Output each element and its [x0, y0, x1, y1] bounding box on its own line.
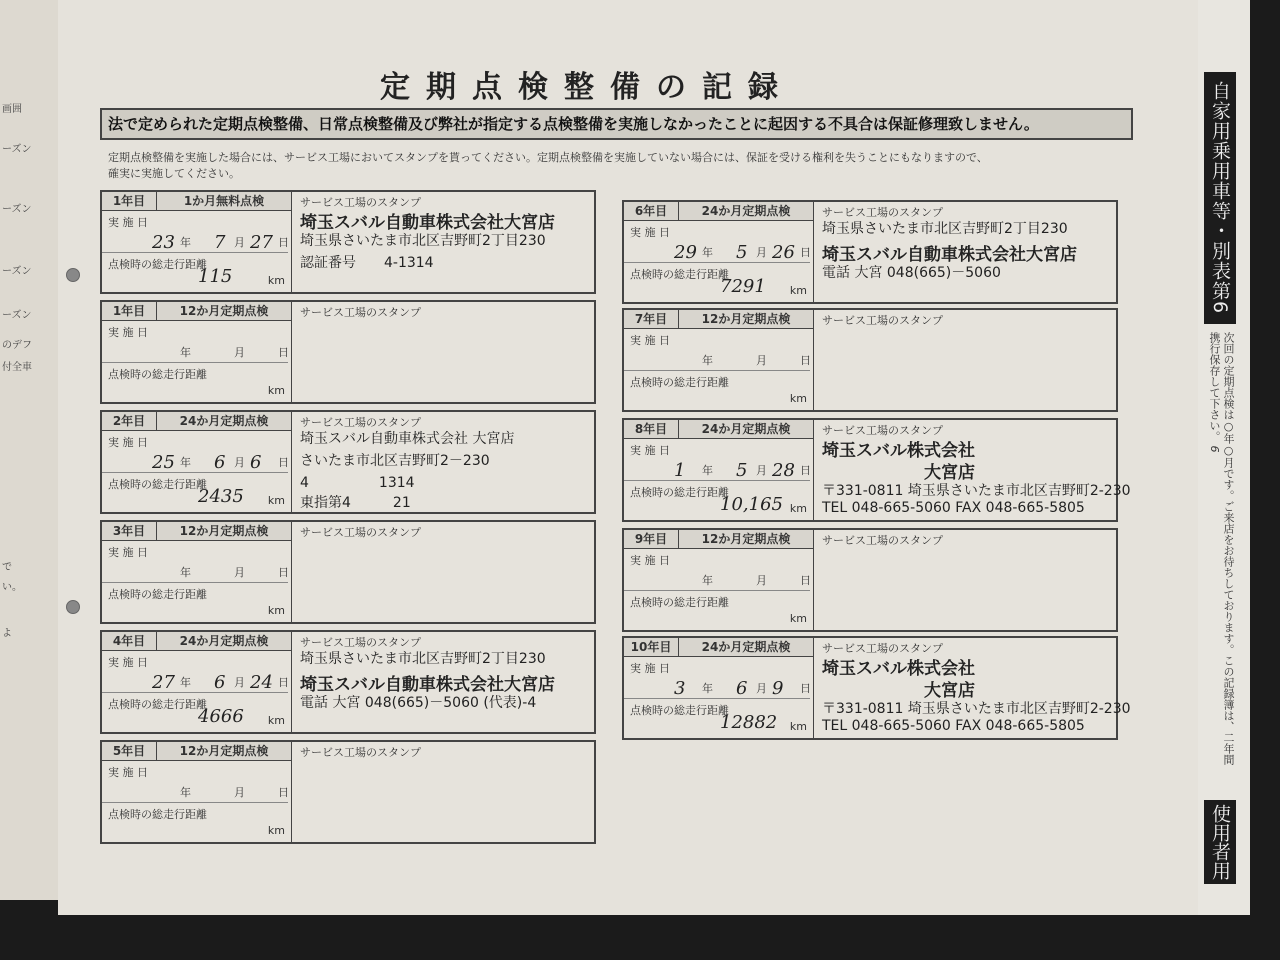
distance-value: 7291	[720, 276, 766, 297]
year-label: 年	[180, 236, 191, 249]
stamp-area	[292, 412, 594, 512]
left-strip-text: ーズン	[2, 310, 32, 321]
date-month-value: 5	[736, 460, 748, 481]
record-year: 1年目	[102, 302, 157, 320]
left-strip-text: ーズン	[2, 266, 32, 277]
stamp-line: 埼玉県さいたま市北区吉野町2丁目230	[822, 221, 1068, 237]
record-year: 9年目	[624, 530, 679, 548]
month-label: 月	[756, 354, 767, 367]
month-label: 月	[234, 786, 245, 799]
km-unit: km	[267, 494, 285, 507]
day-label: 日	[278, 566, 289, 579]
record-info	[624, 420, 814, 520]
record-year: 1年目	[102, 192, 157, 210]
record-year: 4年目	[102, 632, 157, 650]
km-unit: km	[267, 274, 285, 287]
record-type: 12か月定期点検	[157, 742, 291, 760]
record-header	[102, 632, 291, 651]
stamp-line: さいたま市北区吉野町2－230	[300, 453, 490, 469]
day-label: 日	[800, 464, 811, 477]
left-strip-text: ーズン	[2, 204, 32, 215]
row-divider	[102, 472, 288, 473]
day-label: 日	[278, 676, 289, 689]
distance-label: 点検時の総走行距離	[108, 368, 207, 381]
stamp-label: サービス工場のスタンプ	[300, 416, 421, 429]
date-day-value: 24	[250, 672, 273, 693]
stamp-label: サービス工場のスタンプ	[300, 636, 421, 649]
stamp-label: サービス工場のスタンプ	[822, 642, 943, 655]
stamp-line: 埼玉スバル株式会社	[822, 441, 975, 461]
record-type: 1か月無料点検	[157, 192, 291, 210]
note-line-2: 確実に実施してください。	[108, 167, 240, 180]
date-row	[624, 570, 810, 588]
date-row	[102, 672, 289, 693]
row-divider	[102, 582, 288, 583]
distance-label: 点検時の総走行距離	[108, 808, 207, 821]
date-month-value: 6	[214, 452, 226, 473]
day-label: 日	[278, 346, 289, 359]
record-card	[100, 190, 596, 294]
row-divider	[624, 262, 810, 263]
side-tab-label: 自家用乗用車等・別表第6	[1204, 72, 1236, 324]
row-divider	[624, 480, 810, 481]
record-year: 7年目	[624, 310, 679, 328]
stamp-area	[292, 522, 594, 622]
record-card	[100, 520, 596, 624]
side-note	[1207, 332, 1235, 772]
row-divider	[102, 692, 288, 693]
stamp-line: 埼玉スバル自動車株式会社 大宮店	[300, 431, 515, 447]
distance-label: 点検時の総走行距離	[108, 478, 207, 491]
record-info	[624, 638, 814, 738]
stamp-line: 埼玉県さいたま市北区吉野町2丁目230	[300, 233, 546, 249]
year-label: 年	[702, 354, 713, 367]
stamp-instructions	[108, 150, 1138, 182]
date-row	[624, 242, 811, 263]
distance-value: 2435	[198, 486, 244, 507]
side-tab-user: 使用者用	[1204, 800, 1236, 884]
distance-label: 点検時の総走行距離	[630, 268, 729, 281]
distance-value: 4666	[198, 706, 244, 727]
year-label: 年	[180, 346, 191, 359]
date-year-value: 29	[674, 242, 697, 263]
record-info	[102, 742, 292, 842]
date-year-value: 3	[674, 678, 686, 699]
date-label: 実 施 日	[630, 334, 670, 347]
date-label: 実 施 日	[108, 766, 148, 779]
km-unit: km	[267, 714, 285, 727]
date-year-value: 27	[152, 672, 175, 693]
distance-label: 点検時の総走行距離	[630, 704, 729, 717]
row-divider	[624, 698, 810, 699]
left-strip-text: のデフ	[2, 340, 32, 351]
stamp-label: サービス工場のスタンプ	[300, 306, 421, 319]
record-type: 24か月定期点検	[157, 412, 291, 430]
stamp-label: サービス工場のスタンプ	[822, 424, 943, 437]
record-year: 8年目	[624, 420, 679, 438]
left-strip-text: よ	[2, 628, 12, 639]
date-label: 実 施 日	[630, 662, 670, 675]
record-info	[102, 192, 292, 292]
date-day-value: 27	[250, 232, 273, 253]
year-label: 年	[702, 574, 713, 587]
record-year: 6年目	[624, 202, 679, 220]
stamp-label: サービス工場のスタンプ	[822, 534, 943, 547]
stamp-line: 大宮店	[924, 463, 975, 483]
km-unit: km	[789, 612, 807, 625]
km-unit: km	[267, 824, 285, 837]
date-month-value: 6	[214, 672, 226, 693]
date-row	[102, 342, 288, 360]
record-header	[624, 420, 813, 439]
day-label: 日	[278, 786, 289, 799]
record-year: 2年目	[102, 412, 157, 430]
left-page-edge	[0, 0, 58, 900]
date-day-value: 28	[772, 460, 795, 481]
date-label: 実 施 日	[108, 656, 148, 669]
date-label: 実 施 日	[108, 436, 148, 449]
stamp-line: 〒331-0811 埼玉県さいたま市北区吉野町2-230	[822, 483, 1131, 499]
record-info	[102, 522, 292, 622]
month-label: 月	[756, 682, 767, 695]
km-unit: km	[789, 720, 807, 733]
date-day-value: 6	[250, 452, 262, 473]
record-card	[100, 300, 596, 404]
record-info	[102, 302, 292, 402]
row-divider	[624, 590, 810, 591]
stamp-line: TEL 048-665-5060 FAX 048-665-5805	[822, 500, 1085, 516]
record-type: 24か月定期点検	[157, 632, 291, 650]
stamp-area	[814, 420, 1131, 520]
left-strip-text: 画囲	[2, 104, 22, 115]
record-header	[102, 742, 291, 761]
year-label: 年	[702, 246, 713, 259]
left-strip-text: で	[2, 562, 12, 573]
date-row	[102, 782, 288, 800]
date-day-value: 26	[772, 242, 795, 263]
record-type: 12か月定期点検	[679, 530, 813, 548]
record-header	[102, 412, 291, 431]
date-day-value: 9	[772, 678, 784, 699]
stamp-line: TEL 048-665-5060 FAX 048-665-5805	[822, 718, 1085, 734]
day-label: 日	[278, 456, 289, 469]
date-label: 実 施 日	[108, 546, 148, 559]
record-card	[622, 418, 1131, 522]
side-note-text: 次回の定期点検は○年○月です。ご来店をお待ちしております。この記録簿は、二年間携行保存して下さい。	[1208, 332, 1235, 765]
record-header	[102, 522, 291, 541]
record-year: 3年目	[102, 522, 157, 540]
date-row	[624, 460, 811, 481]
month-label: 月	[234, 456, 245, 469]
date-label: 実 施 日	[108, 326, 148, 339]
record-type: 24か月定期点検	[679, 638, 813, 656]
distance-value: 10,165	[720, 494, 783, 515]
distance-label: 点検時の総走行距離	[630, 486, 729, 499]
year-label: 年	[180, 456, 191, 469]
record-type: 12か月定期点検	[679, 310, 813, 328]
record-header	[624, 638, 813, 657]
date-label: 実 施 日	[630, 226, 670, 239]
date-month-value: 7	[214, 232, 226, 253]
km-unit: km	[789, 284, 807, 297]
stamp-label: サービス工場のスタンプ	[300, 746, 421, 759]
note-line-1: 定期点検整備を実施した場合には、サービス工場においてスタンプを貰ってください。定期点検整備を実施していない場合には、保証を受ける権利を失うことにもなりますので、	[108, 151, 988, 164]
month-label: 月	[234, 346, 245, 359]
year-label: 年	[702, 682, 713, 695]
stamp-line: 電話 大宮 048(665)－5060	[822, 265, 1001, 281]
year-label: 年	[180, 786, 191, 799]
record-card	[622, 308, 1118, 412]
stamp-line: 認証番号 4-1314	[300, 255, 434, 271]
stamp-area	[814, 202, 1116, 302]
binder-hole	[66, 600, 80, 614]
warranty-warning: 法で定められた定期点検整備、日常点検整備及び弊社が指定する点検整備を実施しなかったことに起因する不具合は保証修理致しません。	[100, 108, 1133, 140]
date-label: 実 施 日	[108, 216, 148, 229]
record-year: 10年目	[624, 638, 679, 656]
distance-value: 12882	[720, 712, 778, 733]
stamp-area	[292, 302, 594, 402]
stamp-line: 埼玉スバル株式会社	[822, 659, 975, 679]
record-card	[100, 410, 596, 514]
row-divider	[102, 252, 288, 253]
record-type: 12か月定期点検	[157, 522, 291, 540]
record-info	[624, 530, 814, 630]
distance-value: 115	[198, 266, 233, 287]
year-label: 年	[702, 464, 713, 477]
stamp-line: 〒331-0811 埼玉県さいたま市北区吉野町2-230	[822, 701, 1131, 717]
date-row	[102, 232, 289, 253]
stamp-area	[292, 742, 594, 842]
month-label: 月	[234, 236, 245, 249]
day-label: 日	[800, 354, 811, 367]
year-label: 年	[180, 676, 191, 689]
record-header	[624, 310, 813, 329]
distance-label: 点検時の総走行距離	[630, 376, 729, 389]
date-row	[624, 350, 810, 368]
date-year-value: 25	[152, 452, 175, 473]
stamp-area	[292, 632, 594, 732]
record-card	[100, 740, 596, 844]
stamp-label: サービス工場のスタンプ	[300, 196, 421, 209]
date-label: 実 施 日	[630, 444, 670, 457]
record-card	[622, 200, 1118, 304]
month-label: 月	[234, 566, 245, 579]
stamp-area	[814, 638, 1131, 738]
distance-label: 点検時の総走行距離	[108, 698, 207, 711]
month-label: 月	[756, 574, 767, 587]
record-info	[624, 310, 814, 410]
year-label: 年	[180, 566, 191, 579]
km-unit: km	[267, 604, 285, 617]
km-unit: km	[789, 392, 807, 405]
stamp-line: 埼玉スバル自動車株式会社大宮店	[300, 675, 555, 695]
record-header	[624, 530, 813, 549]
left-strip-text: ーズン	[2, 144, 32, 155]
distance-label: 点検時の総走行距離	[630, 596, 729, 609]
date-row	[102, 452, 289, 473]
date-month-value: 6	[736, 678, 748, 699]
stamp-line: 大宮店	[924, 681, 975, 701]
row-divider	[102, 362, 288, 363]
stamp-area	[814, 530, 1116, 630]
day-label: 日	[800, 682, 811, 695]
stamp-line: 埼玉スバル自動車株式会社大宮店	[822, 245, 1077, 265]
stamp-line: 電話 大宮 048(665)－5060 (代表)-4	[300, 695, 537, 711]
record-info	[624, 202, 814, 302]
km-unit: km	[267, 384, 285, 397]
record-type: 12か月定期点検	[157, 302, 291, 320]
row-divider	[624, 370, 810, 371]
record-type: 24か月定期点検	[679, 420, 813, 438]
stamp-area	[814, 310, 1116, 410]
date-label: 実 施 日	[630, 554, 670, 567]
record-info	[102, 632, 292, 732]
record-card	[622, 528, 1118, 632]
next-inspection-month: 6	[1208, 445, 1221, 453]
row-divider	[102, 802, 288, 803]
record-info	[102, 412, 292, 512]
stamp-line: 埼玉県さいたま市北区吉野町2丁目230	[300, 651, 546, 667]
distance-label: 点検時の総走行距離	[108, 258, 207, 271]
binder-hole	[66, 268, 80, 282]
page-title: 定期点検整備の記録	[380, 70, 794, 105]
month-label: 月	[756, 464, 767, 477]
record-card	[622, 636, 1131, 740]
date-month-value: 5	[736, 242, 748, 263]
day-label: 日	[800, 246, 811, 259]
date-year-value: 23	[152, 232, 175, 253]
distance-label: 点検時の総走行距離	[108, 588, 207, 601]
month-label: 月	[756, 246, 767, 259]
km-unit: km	[789, 502, 807, 515]
day-label: 日	[278, 236, 289, 249]
stamp-line: 4 1314	[300, 475, 415, 491]
record-header	[102, 302, 291, 321]
stamp-area	[292, 192, 594, 292]
month-label: 月	[234, 676, 245, 689]
left-strip-text: い。	[2, 582, 22, 593]
left-strip-text: 付全車	[2, 362, 32, 373]
record-card	[100, 630, 596, 734]
date-row	[624, 678, 811, 699]
record-header	[102, 192, 291, 211]
date-year-value: 1	[674, 460, 686, 481]
day-label: 日	[800, 574, 811, 587]
record-year: 5年目	[102, 742, 157, 760]
stamp-line: 埼玉スバル自動車株式会社大宮店	[300, 213, 555, 233]
record-type: 24か月定期点検	[679, 202, 813, 220]
date-row	[102, 562, 288, 580]
stamp-label: サービス工場のスタンプ	[822, 314, 943, 327]
stamp-label: サービス工場のスタンプ	[300, 526, 421, 539]
stamp-label: サービス工場のスタンプ	[822, 206, 943, 219]
record-header	[624, 202, 813, 221]
stamp-line: 東指第4 21	[300, 495, 411, 511]
